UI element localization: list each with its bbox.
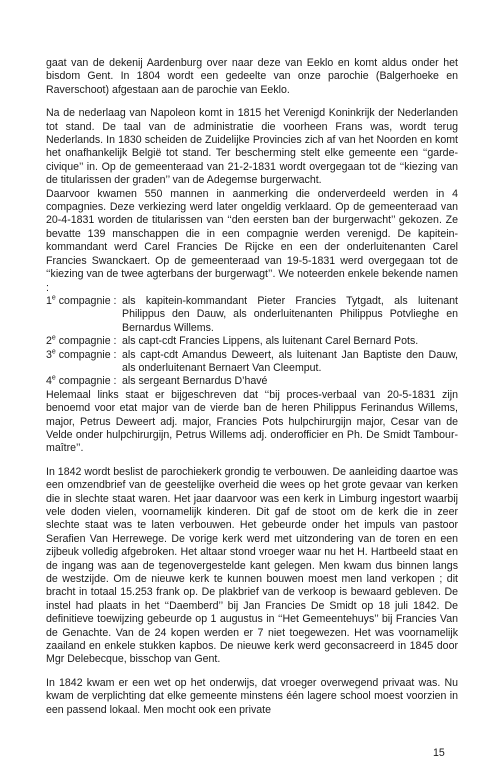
document-page [46, 57, 458, 727]
paragraph-dekenij: gaat van de dekenij Aardenburg over naar deze van Eeklo en komt aldus onder het bisdom Gent. In 1804 wordt een gedeelte van onze parochie (Balgerhoeke en Raverschoot) afgestaan aan de parochie van Eeklo. [46, 57, 458, 96]
page-number: 15 [433, 747, 445, 759]
company-label: 2e compagnie : [46, 334, 117, 348]
company-officers: als sergeant Bernardus D’havé [122, 375, 268, 388]
paragraph-kerk: In 1842 wordt beslist de parochiekerk grondig te verbouwen. De aanleiding daartoe was een omzendbrief van de geestelijke overheid die wees op het grote gevaar van kerken die in slechte staat waren. Het jaar daarvoor was een kerk in Limburg ingestort waarbij vele doden vielen, voornamelijk kinderen. Dit gaf de stoot om de kerk die in zeer slechte staat was te laten verbouwen. Het gebeurde onder het impuls van pastoor Serafien Van Herrewege. De vorige kerk werd met uitzondering van de toren en een zijbeuk volledig afgebroken. Het altaar stond vroeger waar nu het H. Hartbeeld staat en de ingang was aan de tegenovergestelde kant gelegen. Men kwam dus binnen langs de westzijde. Om de nieuwe kerk te kunnen bouwen moest men land verkopen ; dit bracht in totaal 15.253 frank op. De plakbrief van de verkoop is bewaard gebleven. De instel had plaats in het ‘‘Daemberd’’ bij Jan Francies De Smidt op 18 juli 1842. De definitieve toewijzing gebeurde op 1 augustus in ‘‘Het Gemeentehuys’’ bij Francies Van de Genachte. Van de 24 kopen werden er 7 niet toegewezen. Het was voornamelijk zaailand en enkele stukken kapbos. De nieuwe kerk werd geconsacreerd in 1845 door Mgr Delebecque, bisschop van Gent. [46, 465, 458, 666]
company-list-item [46, 295, 458, 335]
paragraph-onderwijs: In 1842 kwam er een wet op het onderwijs, dat vroeger overwegend privaat was. Nu kwam de verplichting dat elke gemeente minstens één lagere school moest voorzien in een passend lokaal. Men mocht ook een private [46, 676, 458, 716]
company-label: 4e compagnie : [46, 374, 117, 388]
company-list-item [46, 349, 458, 376]
company-officers: als capt-cdt Francies Lippens, als luitenant Carel Bernard Pots. [122, 335, 419, 348]
paragraph-burgerwacht: Daarvoor kwamen 550 mannen in aanmerking die onderverdeeld werden in 4 compagnies. Deze verkiezing werd later ongeldig verklaard. Op de gemeenteraad van 20-4-1831 worden de titularissen van ‘‘den eersten ban der burgerwacht’’ gekozen. Ze bevatte 139 manschappen die in een compagnie werden verenigd. De kapitein-kommandant werd Carel Francies De Rijcke en een der onderluitenanten Carel Francies Swanckaert. Op de gemeenteraad van 19-5-1831 werd overgegaan tot de ‘‘kiezing van de twee agterbans der burgerwagt’’. We noteerden enkele bekende namen : [46, 187, 458, 294]
company-label: 1e compagnie : [46, 294, 117, 307]
company-officers: als kapitein-kommandant Pieter Francies Tytgadt, als luitenant Philippus den Dauw, als onderluitenanten Philippus Potvlieghe en Bernardus Willems. [122, 294, 458, 334]
company-list-item [46, 375, 458, 388]
company-label: 3e compagnie : [46, 348, 117, 361]
company-officers: als capt-cdt Amandus Deweert, als luitenant Jan Baptiste den Dauw, als onderluitenant Bernaert Van Cleemput. [122, 348, 458, 374]
company-list-item [46, 335, 458, 348]
paragraph-etat-major: Helemaal links staat er bijgeschreven dat ‘‘bij proces-verbaal van 20-5-1831 zijn benoemd voor etat major van de vierde ban de heren Philippus Ferinandus Willems, major, Petrus Deweert adj. major, Francies Pots hulpchirurgijn major, Cesar van de Velde onder hulpchirurgijn, Petrus Willems adj. onderofficier en Ph. De Smidt Tambour-maître’’. [46, 388, 458, 455]
paragraph-napoleon: Na de nederlaag van Napoleon komt in 1815 het Verenigd Koninkrijk der Nederlanden tot stand. De taal van de administratie die voorheen Frans was, wordt terug Nederlands. In 1830 scheiden de Zuidelijke Provincies zich af van het Noorden en komt het onafhankelijk België tot stand. Ter bescherming stelt elke gemeente een ‘‘garde-civique’’ in. Op de gemeenteraad van 21-2-1831 wordt overgegaan tot de ‘‘kiezing van de titularissen der graden’’ van de Adegemse burgerwacht. [46, 107, 458, 187]
